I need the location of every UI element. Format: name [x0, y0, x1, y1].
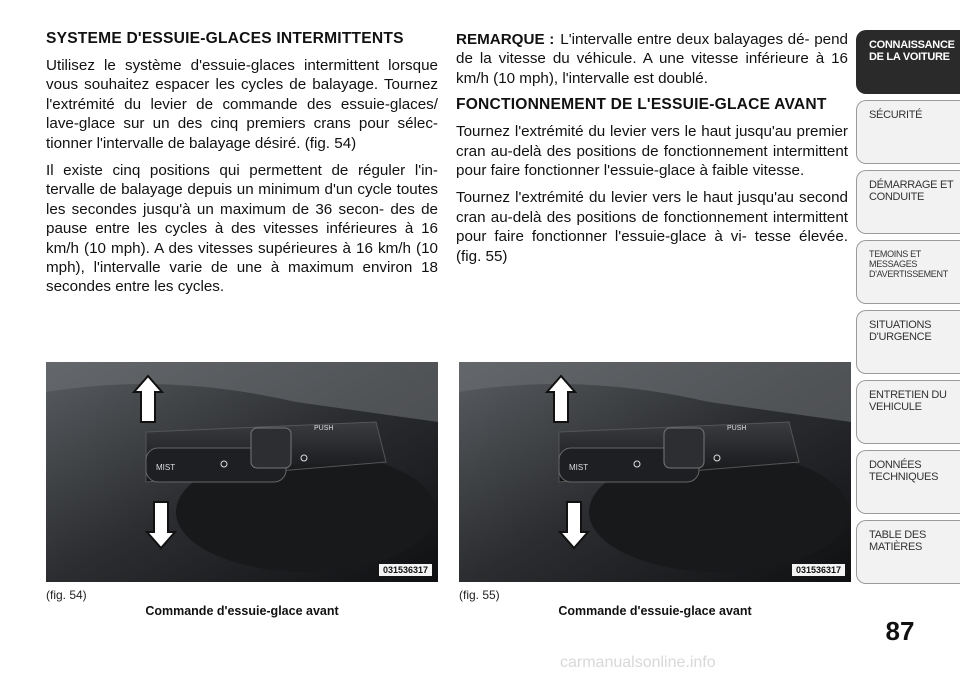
left-column: [46, 30, 438, 305]
remark-text: L'intervalle entre deux balayages dé- pend de la vitesse du véhicule. A une vitesse inférieure à 16 km/h (10 mph), l'intervalle est doublé.: [456, 31, 848, 87]
paragraph: Utilisez le système d'essuie-glaces intermittent lorsque vous souhaitez espacer les cycles de balayage. Tournez l'extrémité du levier de commande des essuie-glaces/ lave-glace sur un des cinq premiers crans pour sélec- tionner l'intervalle de balayage désiré. (fig. 54): [46, 57, 438, 152]
figure-caption: Commande d'essuie-glace avant: [145, 604, 339, 618]
wiper-lever-illustration: [459, 362, 851, 582]
figure-caption: Commande d'essuie-glace avant: [558, 604, 752, 618]
front-wiper-heading: FONCTIONNEMENT DE L'ESSUIE-GLACE AVANT: [456, 96, 827, 114]
push-label: PUSH: [727, 425, 747, 432]
figure-label: (fig. 54): [46, 588, 87, 602]
push-label: PUSH: [314, 425, 334, 432]
page-number: 87: [885, 616, 915, 646]
tab-donnees[interactable]: DONNÉES TECHNIQUES: [856, 450, 960, 514]
tab-securite[interactable]: SÉCURITÉ: [856, 100, 960, 164]
wiper-lever-illustration: [46, 362, 438, 582]
tab-connaissance[interactable]: CONNAISSANCE DE LA VOITURE: [856, 30, 960, 94]
paragraph: Tournez l'extrémité du levier vers le haut jusqu'au premier cran au-delà des positions de fonctionnement intermittent pour faire fonctionner l'essuie-glace à faible vitesse.: [456, 123, 848, 180]
wiper-control-figure: [46, 362, 438, 582]
right-column: [456, 30, 848, 274]
intermittent-wiper-heading: SYSTEME D'ESSUIE-GLACES INTERMITTENTS: [46, 30, 404, 47]
remark: [456, 30, 848, 88]
paragraph: Il existe cinq positions qui permettent de réguler l'in- tervalle de balayage depuis un minimum d'un cycle toutes les secondes jusqu'à un maximum de 36 secon- des de pause entre les cycles à des vitesses inférieures à 16 km/h (10 mph). A des vitesses supérieures à 16 km/h (10 mph), l'intervalle varie de une à maximum environ 18 secondes entre les cycles.: [46, 162, 438, 296]
tab-table[interactable]: TABLE DES MATIÈRES: [856, 520, 960, 584]
mist-label: MIST: [156, 463, 176, 472]
paragraph: Tournez l'extrémité du levier vers le haut jusqu'au second cran au-delà des positions de fonctionnement intermittent pour faire fonctionner l'essuie-glace à vi- tesse élevée. (fig. 55): [456, 189, 848, 265]
tab-demarrage[interactable]: DÉMARRAGE ET CONDUITE: [856, 170, 960, 234]
tab-entretien[interactable]: ENTRETIEN DU VEHICULE: [856, 380, 960, 444]
figure-code: 031536317: [792, 564, 845, 576]
figure-code: 031536317: [379, 564, 432, 576]
wiper-control-figure: [459, 362, 851, 582]
figure-label: (fig. 55): [459, 588, 500, 602]
tab-temoins[interactable]: TEMOINS ET MESSAGES D'AVERTISSEMENT: [856, 240, 960, 304]
mist-label: MIST: [569, 463, 589, 472]
watermark: carmanualsonline.info: [560, 654, 716, 671]
chapter-tabs: [856, 30, 960, 590]
tab-situations[interactable]: SITUATIONS D'URGENCE: [856, 310, 960, 374]
remark-label: REMARQUE :: [456, 31, 555, 48]
